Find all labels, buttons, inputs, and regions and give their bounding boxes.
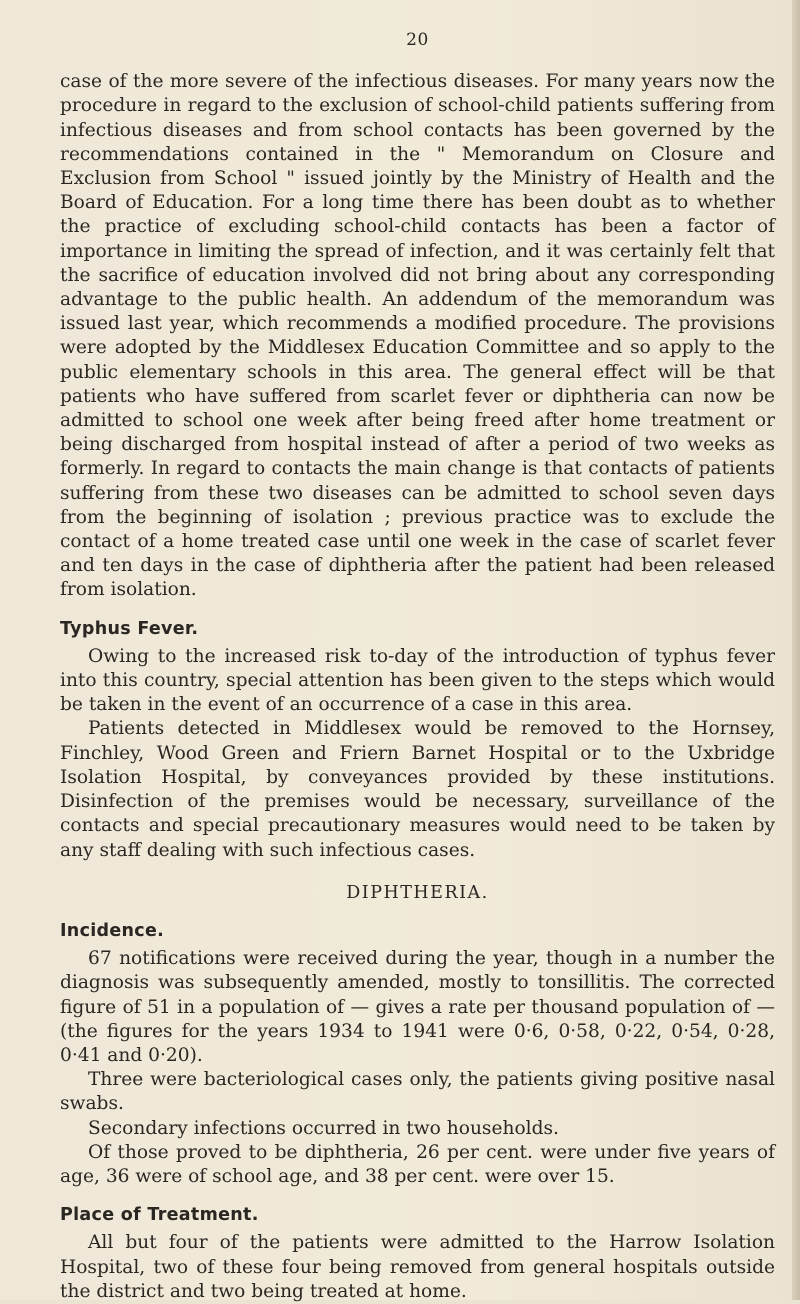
- incidence-paragraph-4: Of those proved to be diphtheria, 26 per cent. were under five years of age, 36 were of school age, and 38 per cent. were over 15.: [60, 1141, 775, 1187]
- incidence-paragraph-1: 67 notifications were received during the year, though in a number the diagnosis was subsequently amended, mostly to tonsillitis. The corrected figure of 51 in a population of — gives a rate per thousand population of — (the figures for the years 1934 to 1941 were 0·6, 0·58, 0·22, 0·54, 0·28, 0·41 and 0·20).: [60, 948, 775, 1066]
- intro-paragraph: case of the more severe of the infectious diseases. For many years now the procedure in regard to the exclusion of school-child patients suffering from infectious diseases and from school contacts has been governed by the recommendations contained in the " Memorandum on Closure and Exclusion from School " issued jointly by the Ministry of Health and the Board of Education. For a long time there has been doubt as to whether the practice of excluding school-child contacts has been a factor of importance in limiting the spread of infection, and it was certainly felt that the sacrifice of education involved did not bring about any corresponding advantage to the public health. An addendum of the memorandum was issued last year, which recommends a modified procedure. The provisions were adopted by the Middlesex Education Committee and so apply to the public elementary schools in this area. The general effect will be that patients who have suffered from scarlet fever or diphtheria can now be admitted to school one week after being freed after home treatment or being discharged from hospital instead of after a period of two weeks as formerly. In regard to contacts the main change is that contacts of patients suffering from these two diseases can be admitted to school seven days from the beginning of isolation ; previous practice was to exclude the contact of a home treated case until one week in the case of scarlet fever and ten days in the case of diphtheria after the patient had been released from isolation.: [60, 71, 775, 601]
- typhus-heading: Typhus Fever.: [60, 618, 199, 639]
- page-content: [60, 28, 775, 1304]
- page-number: 20: [406, 30, 429, 50]
- incidence-heading: Incidence.: [60, 920, 165, 941]
- diphtheria-title: DIPHTHERIA.: [346, 882, 489, 903]
- incidence-paragraph-2: Three were bacteriological cases only, the patients giving positive nasal swabs.: [60, 1069, 775, 1115]
- typhus-paragraph-2: Patients detected in Middlesex would be removed to the Hornsey, Finchley, Wood Green and Friern Barnet Hospital or to the Uxbridge Isolation Hospital, by conveyances provided by these institutions. Disinfection of the premises would be necessary, surveillance of the contacts and special precautionary measures would need to be taken by any staff dealing with such infectious cases.: [60, 718, 775, 861]
- page-edge: [792, 0, 800, 1300]
- treatment-heading: Place of Treatment.: [60, 1205, 259, 1226]
- treatment-paragraph: All but four of the patients were admitted to the Harrow Isolation Hospital, two of these four being removed from general hospitals outside the district and two being treated at home.: [60, 1232, 775, 1302]
- incidence-paragraph-3: Secondary infections occurred in two households.: [88, 1117, 559, 1139]
- typhus-paragraph-1: Owing to the increased risk to-day of the introduction of typhus fever into this country, special attention has been given to the steps which would be taken in the event of an occurrence of a case in this area.: [60, 645, 775, 716]
